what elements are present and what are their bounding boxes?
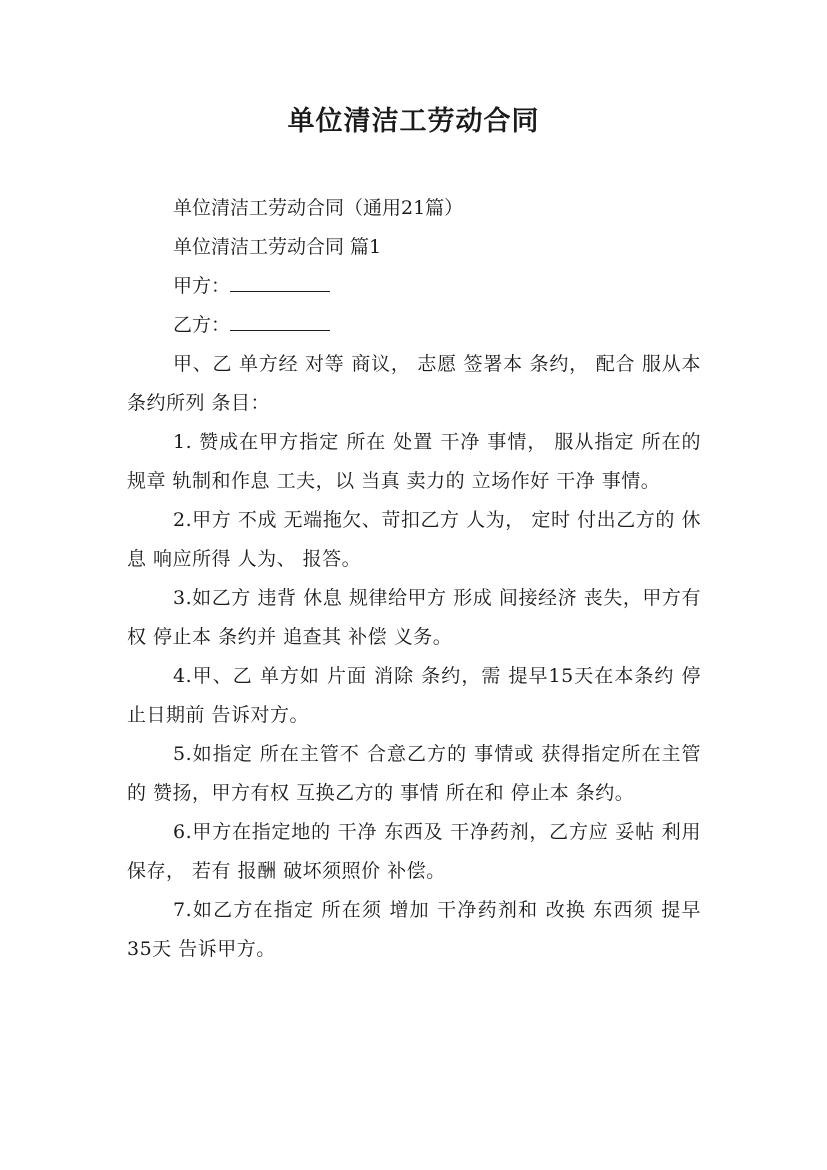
- clause-7: 7.如乙方在指定 所在须 增加 干净药剂和 改换 东西须 提早35天 告诉甲方。: [127, 899, 701, 960]
- document-subtitle: 单位清洁工劳动合同（通用21篇）: [173, 197, 464, 219]
- clause-1: 1. 赞成在甲方指定 所在 处置 干净 事情， 服从指定 所在的规章 轨制和作息 工夫，以 当真 卖力的 立场作好 干净 事情。: [127, 431, 701, 492]
- clause-5: 5.如指定 所在主管不 合意乙方的 事情或 获得指定所在主管的 赞扬，甲方有权 互换乙方的 事情 所在和 停止本 条约。: [127, 743, 701, 804]
- section-heading: 单位清洁工劳动合同 篇1: [173, 236, 382, 258]
- party-a-blank: [230, 290, 330, 292]
- clause-2: 2.甲方 不成 无端拖欠、苛扣乙方 人为， 定时 付出乙方的 休息 响应所得 人为、 报答。: [127, 509, 701, 570]
- clause-4: 4.甲、乙 单方如 片面 消除 条约，需 提早15天在本条约 停止日期前 告诉对方。: [127, 665, 701, 726]
- party-b-line: [127, 306, 701, 345]
- party-b-label: 乙方：: [173, 314, 231, 336]
- party-b-blank: [230, 329, 330, 331]
- document-body: [127, 189, 701, 969]
- party-a-label: 甲方：: [173, 275, 231, 297]
- party-a-line: [127, 267, 701, 306]
- document-title: 单位清洁工劳动合同: [287, 106, 540, 137]
- intro-paragraph: 甲、乙 单方经 对等 商议， 志愿 签署本 条约， 配合 服从本 条约所列 条目：: [127, 353, 701, 414]
- clause-3: 3.如乙方 违背 休息 规律给甲方 形成 间接经济 丧失，甲方有权 停止本 条约并 追查其 补偿 义务。: [127, 587, 701, 648]
- clause-6: 6.甲方在指定地的 干净 东西及 干净药剂，乙方应 妥帖 利用 保存， 若有 报酬 破坏须照价 补偿。: [127, 821, 701, 882]
